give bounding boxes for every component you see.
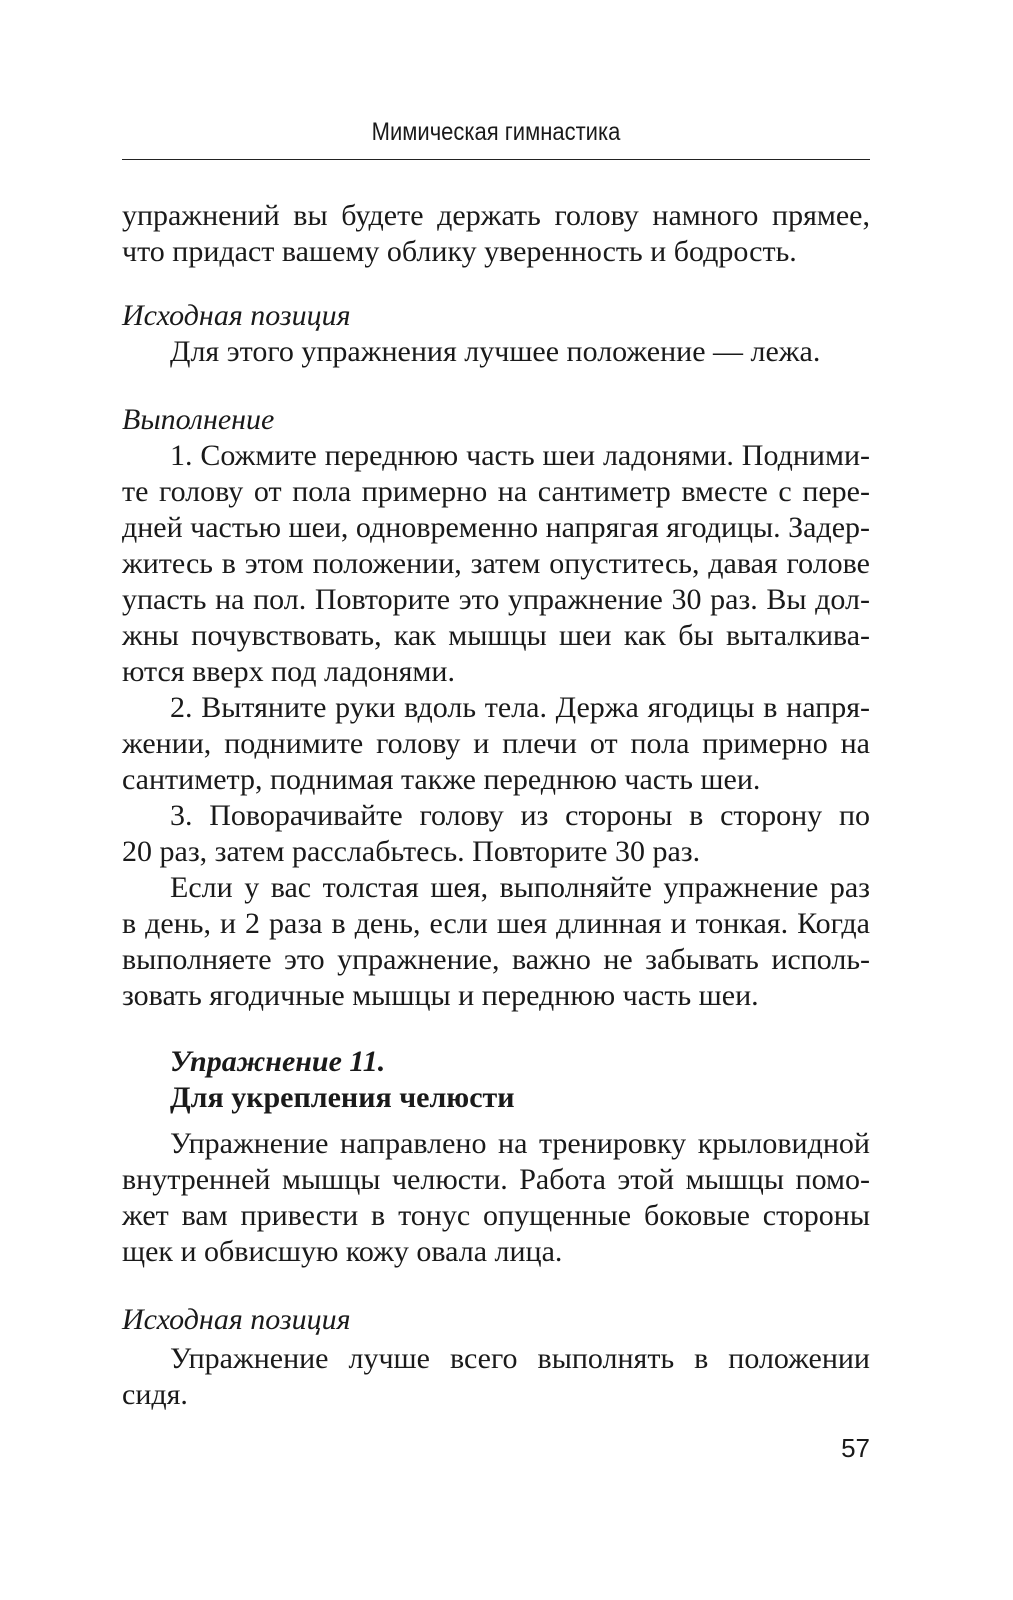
running-head: Мимическая гимнастика (371, 118, 621, 146)
subheading-starting-position-2 (122, 1302, 870, 1338)
text-line: Упражнение лучше всего выполнять в положении (170, 1342, 870, 1375)
step-1-line: жны почувствовать, как мышцы шеи как бы выталкива- (122, 619, 870, 652)
subheading-text: Выполнение (122, 403, 275, 436)
paragraph-starting-position-2 (122, 1341, 870, 1413)
paragraph-exercise-description (122, 1126, 870, 1270)
step-1-line: упасть на пол. Повторите это упражнение 30 раз. Вы дол- (122, 583, 870, 616)
text-line: упражнений вы будете держать голову намного прямее, (122, 199, 870, 232)
page-number: 57 (841, 1433, 870, 1463)
subheading-execution (122, 402, 870, 438)
header-rule (122, 159, 870, 160)
subheading-text: Исходная позиция (122, 1303, 351, 1336)
text-line: Для этого упражнения лучшее положение — лежа. (170, 335, 821, 368)
step-2-line: сантиметр, поднимая также переднюю часть шеи. (122, 763, 761, 796)
paragraph-continuation (122, 198, 870, 270)
paragraph-starting-position (122, 334, 870, 370)
step-1-line: 1. Сожмите переднюю часть шеи ладонями. Подними- (170, 439, 870, 472)
exercise-heading (122, 1044, 870, 1116)
note-line: в день, и 2 раза в день, если шея длинная и тонкая. Когда (122, 907, 870, 940)
note-line: Если у вас толстая шея, выполняйте упражнение раз (170, 871, 870, 904)
text-line: что придаст вашему облику уверенность и бодрость. (122, 235, 797, 268)
subheading-starting-position (122, 298, 870, 334)
step-3-line: 20 раз, затем расслабьтесь. Повторите 30 раз. (122, 835, 701, 868)
step-2-line: жении, поднимите голову и плечи от пола примерно на (122, 727, 870, 760)
text-line: внутренней мышцы челюсти. Работа этой мышцы помо- (122, 1163, 870, 1196)
text-line: жет вам привести в тонус опущенные боковые стороны (122, 1199, 870, 1232)
note-line: выполняете это упражнение, важно не забывать исполь- (122, 943, 870, 976)
text-line: Упражнение направлено на тренировку крыловидной (170, 1127, 870, 1160)
text-line: сидя. (122, 1378, 188, 1411)
exercise-number: Упражнение 11. (170, 1045, 386, 1078)
step-1-line: дней частью шеи, одновременно напрягая ягодицы. Задер- (122, 511, 870, 544)
exercise-title: Для укрепления челюсти (170, 1081, 515, 1114)
note-line: зовать ягодичные мышцы и переднюю часть шеи. (122, 979, 759, 1012)
text-line: щек и обвисшую кожу овала лица. (122, 1235, 563, 1268)
step-2-line: 2. Вытяните руки вдоль тела. Держа ягодицы в напря- (170, 691, 870, 724)
subheading-text: Исходная позиция (122, 299, 351, 332)
step-1-line: ются вверх под ладонями. (122, 655, 455, 688)
step-1-line: те голову от пола примерно на сантиметр вместе с пере- (122, 475, 870, 508)
step-1-line: житесь в этом положении, затем опуститесь, давая голове (122, 547, 870, 580)
execution-steps (122, 438, 870, 1014)
step-3-line: 3. Поворачивайте голову из стороны в сторону по (170, 799, 870, 832)
